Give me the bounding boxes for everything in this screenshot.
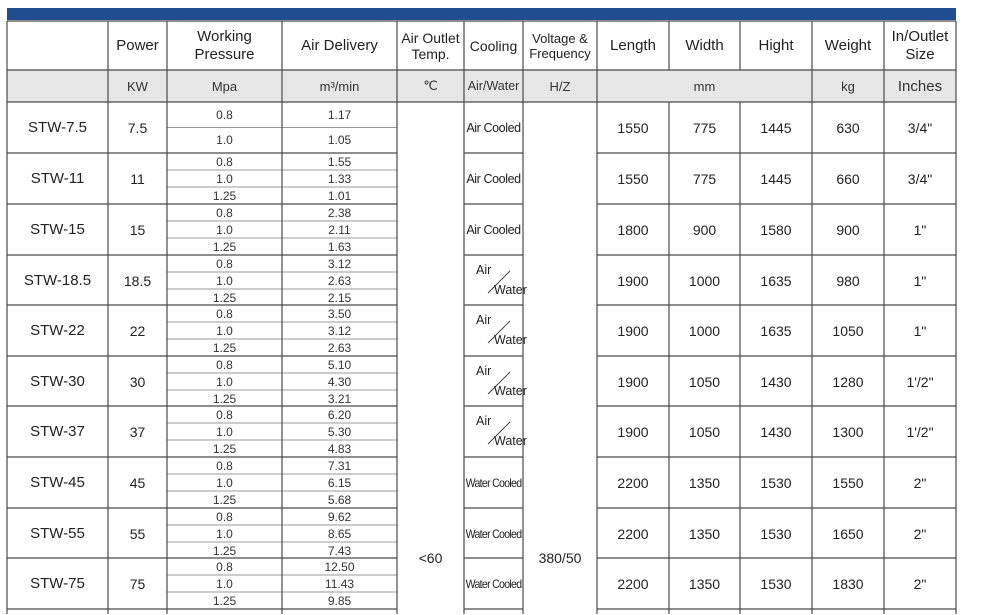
row-cooling: Air Cooled <box>466 120 521 135</box>
row-hight: 1580 <box>760 221 792 238</box>
row-pressure: 0.8 <box>216 306 233 321</box>
row-pressure: 1.0 <box>216 323 233 338</box>
row-weight: 900 <box>836 221 860 238</box>
row-delivery: 6.20 <box>327 407 352 422</box>
row-model: STW-15 <box>30 221 85 238</box>
row-delivery: 12.50 <box>324 559 355 574</box>
row-delivery: 5.30 <box>327 424 352 439</box>
row-hight: 1635 <box>760 272 792 289</box>
row-size: 1" <box>913 221 927 238</box>
header-width: Width <box>685 36 724 54</box>
row-power: 11 <box>130 170 145 187</box>
row-pressure: 0.8 <box>216 509 233 524</box>
row-delivery: 7.31 <box>327 458 352 473</box>
row-pressure: 0.8 <box>216 107 233 122</box>
row-pressure: 1.25 <box>212 543 237 558</box>
row-size: 2" <box>913 474 927 491</box>
row-hight: 1430 <box>760 373 792 390</box>
row-width: 1350 <box>688 474 721 491</box>
row-length: 2200 <box>617 525 649 542</box>
row-pressure: 1.25 <box>212 492 237 507</box>
row-delivery: 3.12 <box>327 323 352 338</box>
cooling-air-water <box>466 309 526 353</box>
row-pressure: 0.8 <box>216 458 233 473</box>
row-length: 1550 <box>617 170 649 187</box>
row-size: 3/4" <box>907 170 933 187</box>
row-pressure: 1.25 <box>212 340 237 355</box>
row-delivery: 2.63 <box>327 340 352 355</box>
cooling-air-water <box>466 259 526 303</box>
header-voltage-frequency: Voltage & Frequency <box>529 30 591 61</box>
shared-air-outlet-temp: <60 <box>418 549 443 566</box>
row-delivery: 4.30 <box>327 374 352 389</box>
row-delivery: 5.10 <box>327 357 352 372</box>
row-pressure: 1.25 <box>212 188 237 203</box>
row-pressure: 1.0 <box>216 576 233 591</box>
row-width: 775 <box>692 119 717 136</box>
row-delivery: 8.65 <box>327 526 352 541</box>
cooling-air-label: Air <box>476 414 492 428</box>
row-length: 2200 <box>617 474 649 491</box>
unit-temp: ℃ <box>423 78 438 93</box>
row-delivery: 1.01 <box>327 188 352 203</box>
row-cooling: Water Cooled <box>465 526 522 541</box>
row-width: 1000 <box>688 322 721 339</box>
row-model: STW-11 <box>30 170 85 187</box>
row-cooling: Water Cooled <box>465 475 522 490</box>
cooling-air-water <box>466 410 526 454</box>
row-length: 1800 <box>617 221 649 238</box>
row-model: STW-45 <box>30 474 85 491</box>
row-width: 1050 <box>688 373 721 390</box>
row-delivery: 1.33 <box>327 171 352 186</box>
row-hight: 1530 <box>760 474 792 491</box>
shared-voltage-frequency: 380/50 <box>538 549 582 566</box>
row-power: 37 <box>129 423 146 440</box>
header-working-pressure: Working Pressure <box>194 27 255 63</box>
header-air-outlet-temp: Air Outlet Temp. <box>401 29 460 62</box>
row-power: 15 <box>129 221 146 238</box>
cooling-water-label: Water <box>494 384 527 398</box>
row-hight: 1445 <box>760 170 792 187</box>
header-inoutlet-size: In/Outlet Size <box>891 27 949 63</box>
row-hight: 1530 <box>760 575 792 592</box>
row-width: 775 <box>692 170 717 187</box>
row-length: 2200 <box>617 575 649 592</box>
unit-pressure: Mpa <box>211 78 238 94</box>
row-delivery: 2.11 <box>328 222 351 237</box>
row-delivery: 4.83 <box>327 441 352 456</box>
row-delivery: 7.43 <box>327 543 352 558</box>
row-pressure: 1.0 <box>216 133 233 148</box>
row-power: 7.5 <box>127 119 148 136</box>
row-pressure: 0.8 <box>216 154 233 169</box>
row-length: 1900 <box>617 322 649 339</box>
row-model: STW-30 <box>30 373 85 390</box>
row-power: 75 <box>129 575 146 592</box>
unit-power: KW <box>127 78 148 94</box>
row-delivery: 1.17 <box>327 107 352 122</box>
row-power: 45 <box>129 474 146 491</box>
cooling-air-label: Air <box>476 263 492 277</box>
row-delivery: 1.55 <box>327 154 352 169</box>
row-power: 55 <box>129 525 146 542</box>
row-model: STW-7.5 <box>28 119 87 136</box>
row-length: 1550 <box>617 119 649 136</box>
row-weight: 980 <box>836 272 860 289</box>
row-length: 1900 <box>617 272 649 289</box>
row-delivery: 2.63 <box>327 273 352 288</box>
cooling-air-water <box>466 360 526 404</box>
unit-size: Inches <box>897 77 943 95</box>
row-delivery: 2.38 <box>327 205 352 220</box>
row-pressure: 1.0 <box>216 526 233 541</box>
unit-weight: kg <box>841 78 855 94</box>
row-hight: 1635 <box>760 322 792 339</box>
unit-delivery: m³/min <box>319 78 360 94</box>
row-hight: 1530 <box>760 525 792 542</box>
row-model: STW-75 <box>30 575 85 592</box>
row-size: 3/4" <box>907 119 933 136</box>
row-model: STW-37 <box>30 423 85 440</box>
row-width: 1350 <box>688 575 721 592</box>
row-pressure: 1.0 <box>216 424 233 439</box>
row-delivery: 3.12 <box>327 256 352 271</box>
row-delivery: 5.68 <box>327 492 352 507</box>
row-hight: 1445 <box>760 119 792 136</box>
row-power: 30 <box>129 373 146 390</box>
row-pressure: 1.0 <box>216 222 233 237</box>
row-size: 1" <box>913 322 927 339</box>
row-pressure: 1.25 <box>212 441 237 456</box>
row-width: 1050 <box>688 423 721 440</box>
row-size: 1'/2" <box>906 373 934 390</box>
cooling-water-label: Water <box>494 333 527 347</box>
row-weight: 1550 <box>832 474 864 491</box>
row-model: STW-22 <box>30 322 85 339</box>
header-air-delivery: Air Delivery <box>301 36 378 54</box>
row-delivery: 3.21 <box>327 391 352 406</box>
row-length: 1900 <box>617 423 649 440</box>
cooling-air-label: Air <box>476 313 492 327</box>
row-pressure: 1.0 <box>216 475 233 490</box>
row-pressure: 0.8 <box>216 407 233 422</box>
header-cooling: Cooling <box>469 37 518 54</box>
header-power: Power <box>116 36 159 54</box>
row-delivery: 9.85 <box>327 593 352 608</box>
unit-cooling: Air/Water <box>467 79 520 93</box>
row-delivery: 1.05 <box>327 133 352 148</box>
cooling-water-label: Water <box>494 283 527 297</box>
row-model: STW-18.5 <box>23 272 92 289</box>
row-width: 900 <box>692 221 717 238</box>
row-pressure: 0.8 <box>216 205 233 220</box>
header-length: Length <box>610 36 656 54</box>
row-pressure: 1.25 <box>212 239 237 254</box>
row-weight: 1280 <box>832 373 864 390</box>
row-pressure: 1.0 <box>216 374 233 389</box>
row-cooling: Air Cooled <box>466 222 521 237</box>
row-delivery: 11.43 <box>324 576 355 591</box>
header-weight: Weight <box>824 36 872 54</box>
row-weight: 1300 <box>832 423 864 440</box>
row-weight: 630 <box>836 119 860 136</box>
row-pressure: 0.8 <box>216 357 233 372</box>
header-hight: Hight <box>758 36 794 54</box>
row-width: 1350 <box>688 525 721 542</box>
row-size: 1'/2" <box>906 423 934 440</box>
row-size: 1" <box>913 272 927 289</box>
row-cooling: Water Cooled <box>465 576 522 591</box>
row-model: STW-55 <box>30 525 85 542</box>
unit-dimensions: mm <box>693 78 716 94</box>
row-cooling: Air Cooled <box>466 171 521 186</box>
row-delivery: 9.62 <box>327 509 352 524</box>
row-pressure: 0.8 <box>216 559 233 574</box>
row-size: 2" <box>913 575 927 592</box>
cooling-water-label: Water <box>494 434 527 448</box>
row-pressure: 1.0 <box>216 273 233 288</box>
row-length: 1900 <box>617 373 649 390</box>
row-pressure: 1.0 <box>216 171 233 186</box>
row-delivery: 2.15 <box>327 290 352 305</box>
cooling-air-label: Air <box>476 364 492 378</box>
row-delivery: 6.15 <box>327 475 352 490</box>
row-pressure: 1.25 <box>212 290 237 305</box>
row-weight: 1830 <box>832 575 864 592</box>
row-power: 18.5 <box>123 272 152 289</box>
row-weight: 1050 <box>832 322 864 339</box>
row-power: 22 <box>129 322 146 339</box>
row-width: 1000 <box>688 272 721 289</box>
row-weight: 660 <box>836 170 860 187</box>
row-size: 2" <box>913 525 927 542</box>
row-pressure: 0.8 <box>216 256 233 271</box>
unit-voltage: H/Z <box>549 78 571 94</box>
row-delivery: 3.50 <box>327 306 352 321</box>
row-weight: 1650 <box>832 525 864 542</box>
row-pressure: 1.25 <box>212 593 237 608</box>
row-hight: 1430 <box>760 423 792 440</box>
row-pressure: 1.25 <box>212 391 237 406</box>
row-delivery: 1.63 <box>327 239 352 254</box>
